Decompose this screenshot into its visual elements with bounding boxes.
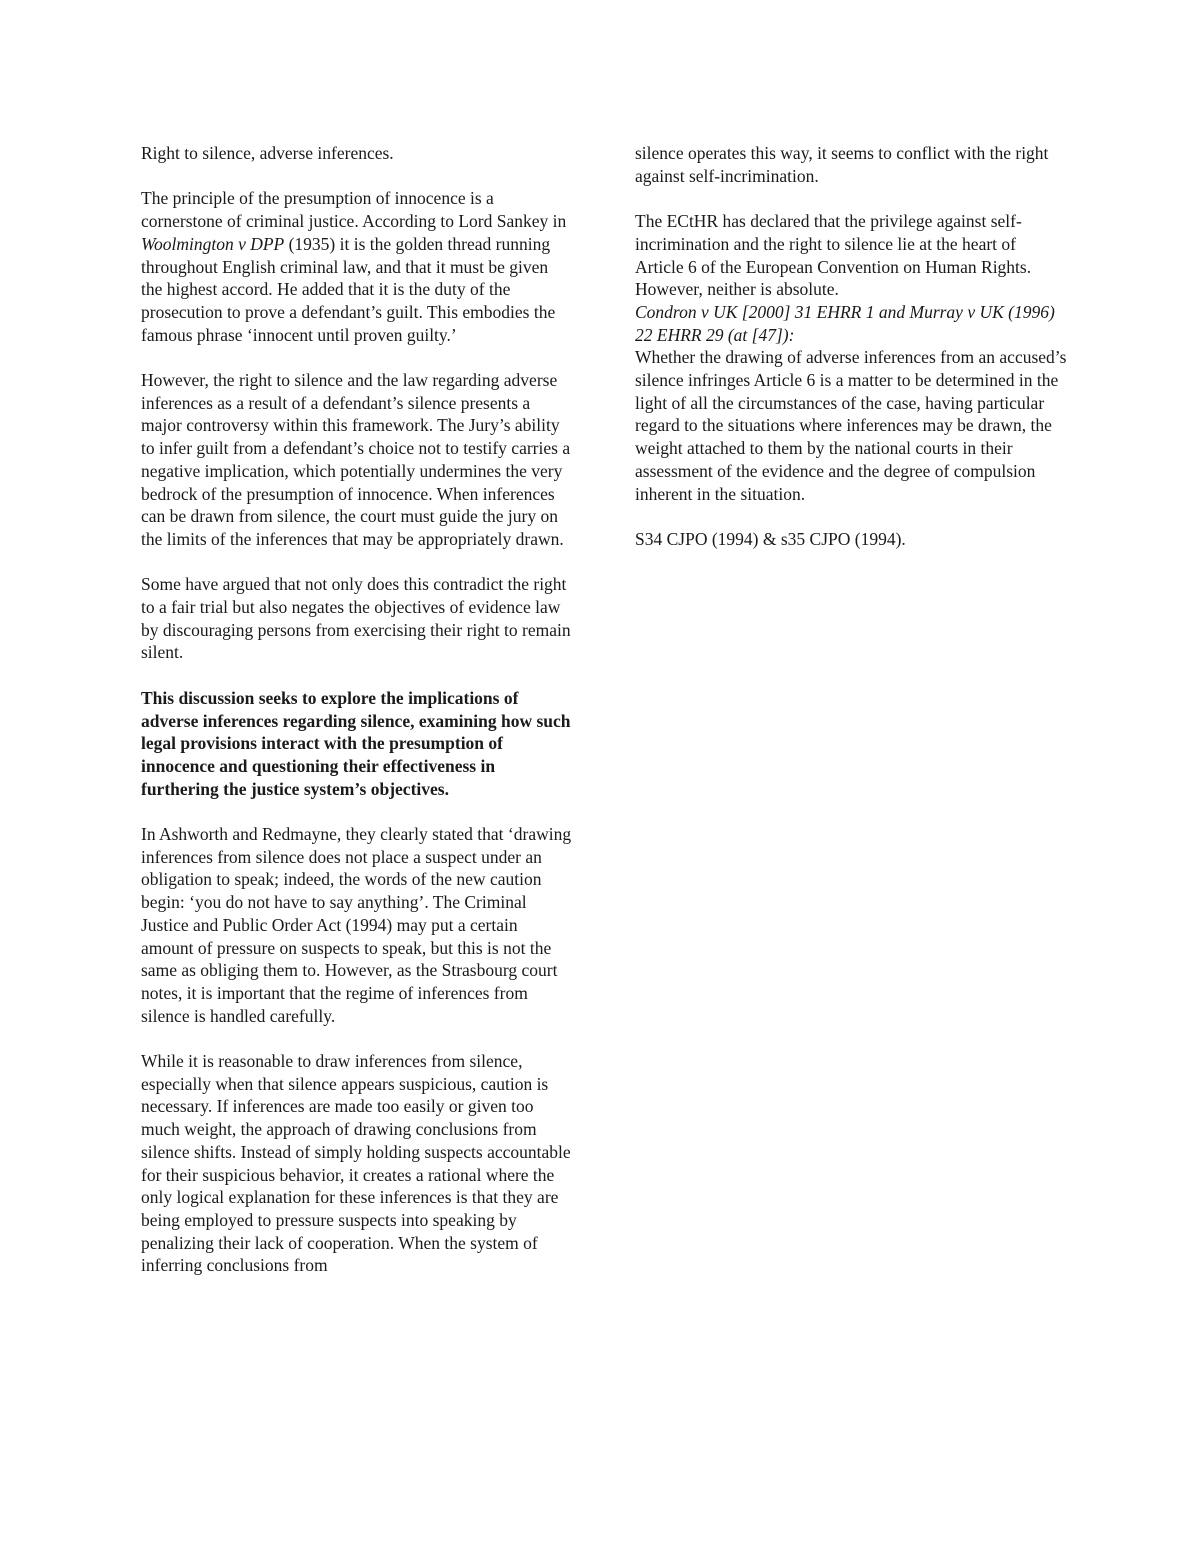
case-citation: Condron v UK [2000] 31 EHRR 1 and Murray v UK (1996) 22 EHRR 29 (at [47]): [635, 301, 1055, 345]
case-name-woolmington: Woolmington v DPP [141, 233, 285, 254]
paragraph-ecthr: The ECtHR has declared that the privilege against self-incrimination and the right to silence lie at the heart of Article 6 of the European Convention on Human Rights. However, neither is absolute. [635, 211, 1032, 300]
right-column [635, 142, 1067, 551]
paragraph-self-incrimination: silence operates this way, it seems to conflict with the right against self-incrimination. [635, 143, 1049, 186]
document-title: Right to silence, adverse inferences. [141, 143, 394, 163]
paragraph-thesis-statement: This discussion seeks to explore the implications of adverse inferences regarding silence, examining how such legal provisions interact with the presumption of innocence and questioning their effectiveness in furthering the justice system’s objectives. [141, 687, 571, 799]
left-column [141, 142, 573, 1277]
block-quote: Whether the drawing of adverse inferences from an accused’s silence infringes Article 6 is a matter to be determined in the light of all the circumstances of the case, having particular regard to the situations where inferences may be drawn, the weight attached to them by the national courts in their assessment of the evidence and the degree of compulsion inherent in the situation. [635, 347, 1067, 504]
paragraph-statute-reference: S34 CJPO (1994) & s35 CJPO (1994). [635, 528, 906, 549]
paragraph-right-to-silence: However, the right to silence and the law regarding adverse inferences as a result of a defendant’s silence presents a major controversy within this framework. The Jury’s ability to infer guilt from a defendant’s choice not to testify carries a negative implication, which potentially undermines the very bedrock of the presumption of innocence. When inferences can be drawn from silence, the court must guide the jury on the limits of the inferences that may be appropriately drawn. [141, 370, 571, 549]
paragraph-presumption-of-innocence [141, 187, 573, 346]
paragraph-ashworth-redmayne: In Ashworth and Redmayne, they clearly stated that ‘drawing inferences from silence does not place a suspect under an obligation to speak; indeed, the words of the new caution begin: ‘you do not have to say anything’. The Criminal Justice and Public Order Act (1994) may put a certain amount of pressure on suspects to speak, but this is not the same as obliging them to. However, as the Strasbourg court notes, it is important that the regime of inferences from silence is handled carefully. [141, 824, 572, 1026]
paragraph-fair-trial-argument: Some have argued that not only does this contradict the right to a fair trial but also negates the objectives of evidence law by discouraging persons from exercising their right to remain silent. [141, 574, 571, 663]
paragraph-text: (1935) it is the golden thread running throughout English criminal law, and that it must be given the highest accord. He added that it is the duty of the prosecution to prove a defendant’s guilt. This embodies the famous phrase ‘innocent until proven guilty.’ [141, 233, 556, 345]
paragraph-text: The principle of the presumption of innocence is a cornerstone of criminal justice. According to Lord Sankey in [141, 188, 567, 232]
paragraph-caution-necessary: While it is reasonable to draw inferences from silence, especially when that silence appears suspicious, caution is necessary. If inferences are made too easily or given too much weight, the approach of drawing conclusions from silence shifts. Instead of simply holding suspects accountable for their suspicious behavior, it creates a rational where the only logical explanation for these inferences is that they are being employed to pressure suspects into speaking by penalizing their lack of cooperation. When the system of inferring conclusions from [141, 1051, 571, 1276]
ecthr-block [635, 210, 1067, 505]
